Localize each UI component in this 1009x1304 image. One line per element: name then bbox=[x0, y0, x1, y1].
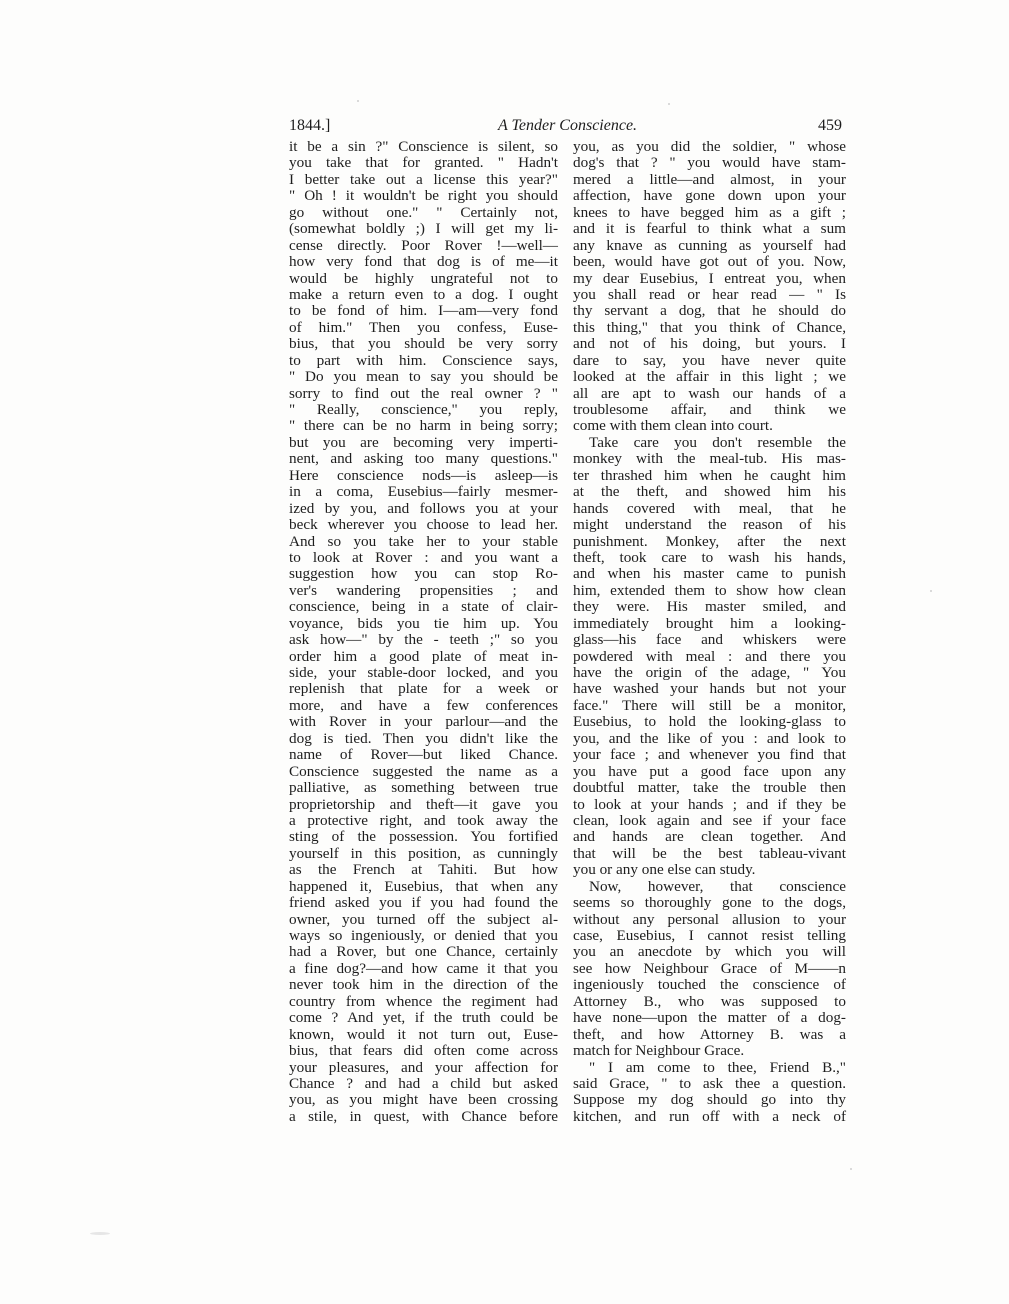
text-line: your face ; and whenever you find that bbox=[573, 746, 846, 764]
text-line: happened it, Eusebius, that when any bbox=[289, 877, 558, 895]
text-line: Take care you don't resemble the bbox=[589, 433, 846, 451]
text-line: " I am come to thee, Friend B.," bbox=[589, 1058, 846, 1076]
text-line: proprietorship and theft—it gave you bbox=[289, 795, 558, 813]
paper-speck bbox=[90, 1232, 110, 1235]
text-line: come ? And yet, if the truth could be bbox=[289, 1009, 558, 1027]
text-line: name of Rover—but liked Chance. bbox=[289, 746, 558, 764]
text-line: at the theft, and showed him his bbox=[573, 483, 846, 501]
text-line: Chance ? and had a child but asked bbox=[289, 1074, 558, 1092]
text-line: sting of the possession. You fortified bbox=[289, 828, 558, 846]
text-line: immediately brought him a looking- bbox=[573, 614, 846, 632]
text-line: bius, that you should be very sorry bbox=[289, 335, 558, 353]
text-line: and when his master came to punish bbox=[573, 565, 846, 583]
text-line: glass—his face and whiskers were bbox=[573, 631, 846, 649]
left-text-column bbox=[289, 139, 558, 1125]
text-line: come with them clean into court. bbox=[573, 417, 773, 435]
text-line: without any personal allusion to your bbox=[573, 910, 846, 928]
text-line: your pleasures, and your affection for bbox=[289, 1058, 558, 1076]
text-line: you shall read or hear read — " Is bbox=[573, 285, 846, 303]
text-line: theft, and how Attorney B. was a bbox=[573, 1025, 846, 1043]
running-header bbox=[289, 115, 846, 137]
text-line: I better take out a license this year?" bbox=[289, 170, 558, 188]
text-line: ver's wandering propensities ; and bbox=[289, 581, 558, 599]
text-line: powdered with meal : and there you bbox=[573, 647, 846, 665]
text-line: dog's that ? " you would have stam- bbox=[573, 154, 846, 172]
text-line: ingeniously touched the conscience of bbox=[573, 976, 846, 994]
text-line: face." There will still be a monitor, bbox=[573, 696, 846, 714]
text-line: might understand the reason of his bbox=[573, 516, 846, 534]
text-line: (somewhat boldly ;) I will get my li- bbox=[289, 220, 558, 238]
text-line: " Really, conscience," you reply, bbox=[289, 401, 558, 418]
text-line: bius, that fears did often come across bbox=[289, 1042, 558, 1060]
text-line: replenish that plate for a week or bbox=[289, 680, 558, 698]
text-line: they were. His master smiled, and bbox=[573, 598, 846, 616]
text-line: my dear Eusebius, I entreat you, when bbox=[573, 269, 846, 287]
paper-speck bbox=[668, 103, 670, 105]
right-text-column bbox=[573, 139, 846, 1125]
text-line: of him." Then you confess, Euse- bbox=[289, 318, 558, 336]
text-line: you take that for granted. " Hadn't bbox=[289, 154, 558, 172]
text-line: punishment. Monkey, after the next bbox=[573, 532, 846, 550]
text-line: side, your stable-door locked, and you bbox=[289, 664, 558, 681]
text-line: been, would have got out of you. Now, bbox=[573, 253, 846, 271]
text-line: you, and the like of you : and look to bbox=[573, 729, 846, 747]
text-line: known, would it not turn out, Euse- bbox=[289, 1025, 558, 1043]
text-line: monkey with the meal-tub. His mas- bbox=[573, 450, 846, 468]
text-line: you, as you did the soldier, " whose bbox=[573, 138, 846, 155]
text-line: dare to say, you have never quite bbox=[573, 351, 846, 369]
text-line: said Grace, " to ask thee a question. bbox=[573, 1074, 846, 1092]
text-line: affection, have gone down upon your bbox=[573, 187, 846, 205]
text-line: as the French at Tahiti. But how bbox=[289, 861, 558, 879]
text-line: and not of his doing, but yours. I bbox=[573, 335, 846, 353]
text-line: this thing," that you think of Chance, bbox=[573, 318, 846, 336]
text-line: more, and have a few conferences bbox=[289, 696, 558, 714]
text-line: you an anecdote by which you will bbox=[573, 943, 846, 961]
text-line: any knave as cunning as yourself had bbox=[573, 236, 846, 254]
text-line: had a Rover, but one Chance, certainly bbox=[289, 943, 558, 961]
text-line: voyance, bids you tie him up. You bbox=[289, 614, 558, 632]
text-line: beck wherever you choose to lead her. bbox=[289, 516, 558, 534]
text-line: him, extended them to show how clean bbox=[573, 581, 846, 599]
paper-speck bbox=[357, 100, 359, 102]
text-line: " Do you mean to say you should be bbox=[289, 368, 558, 386]
text-line: troublesome affair, and think we bbox=[573, 401, 846, 418]
text-line: seems so thoroughly gone to the dogs, bbox=[573, 894, 846, 912]
text-line: looked at the affair in this light ; we bbox=[573, 368, 846, 386]
text-line: a fine dog?—and how came it that you bbox=[289, 959, 558, 977]
text-line: Here conscience nods—is asleep—is bbox=[289, 466, 558, 484]
text-line: have none—upon the matter of a dog- bbox=[573, 1009, 846, 1027]
text-line: go without one." " Certainly not, bbox=[289, 203, 558, 221]
text-line: it be a sin ?" Conscience is silent, so bbox=[289, 138, 558, 155]
text-line: you have put a good face upon any bbox=[573, 762, 846, 780]
text-line: hands covered with meal, that he bbox=[573, 499, 846, 517]
text-line: friend asked you if you had found the bbox=[289, 894, 558, 912]
text-line: ways so ingeniously, or denied that you bbox=[289, 927, 558, 944]
text-line: to part with him. Conscience says, bbox=[289, 351, 558, 369]
text-line: in a coma, Eusebius—fairly mesmer- bbox=[289, 483, 558, 501]
text-line: how very fond that dog is of me—it bbox=[289, 253, 558, 271]
text-line: thy servant a dog, that he should do bbox=[573, 302, 846, 320]
text-line: theft, took care to wash his hands, bbox=[573, 548, 846, 566]
text-line: make a return even to a dog. I ought bbox=[289, 285, 558, 303]
text-line: and it is fearful to think what a sum bbox=[573, 220, 846, 238]
text-line: and hands are clean together. And bbox=[573, 828, 846, 846]
text-line: Eusebius, to hold the looking-glass to bbox=[573, 713, 846, 731]
header-year: 1844.] bbox=[289, 117, 331, 134]
text-line: conscience, being in a state of clair- bbox=[289, 598, 558, 616]
text-line: see how Neighbour Grace of M——n bbox=[573, 959, 846, 977]
paper-speck bbox=[930, 590, 932, 592]
text-line: a protective right, and took away the bbox=[289, 811, 558, 829]
text-line: Attorney B., who was supposed to bbox=[573, 992, 846, 1010]
text-line: never took him in the direction of the bbox=[289, 976, 558, 994]
text-line: " there can be no harm in being sorry; bbox=[289, 417, 558, 435]
text-line: " Oh ! it wouldn't be right you should bbox=[289, 187, 558, 205]
text-line: to be fond of him. I—am—very fond bbox=[289, 302, 558, 320]
text-line: Now, however, that conscience bbox=[589, 877, 846, 895]
text-line: a stile, in quest, with Chance before bbox=[289, 1107, 558, 1125]
text-line: have washed your hands but not your bbox=[573, 680, 846, 698]
text-line: And so you take her to your stable bbox=[289, 532, 558, 550]
text-line: kitchen, and run off with a neck of bbox=[573, 1107, 846, 1125]
text-line: palliative, as something between true bbox=[289, 779, 558, 797]
text-line: order him a good plate of meat in- bbox=[289, 647, 558, 665]
text-line: all are apt to wash our hands of a bbox=[573, 384, 846, 402]
text-line: ask how—" by the - teeth ;" so you bbox=[289, 631, 558, 649]
text-line: ized by you, and follows you at your bbox=[289, 499, 558, 517]
text-line: country from whence the regiment had bbox=[289, 992, 558, 1010]
text-line: knees to have begged him as a gift ; bbox=[573, 203, 846, 221]
text-line: ter thrashed him when he caught him bbox=[573, 466, 846, 484]
text-line: yourself in this position, as cunningly bbox=[289, 844, 558, 862]
text-line: you or any one else can study. bbox=[573, 861, 756, 879]
text-line: nent, and asking too many questions." bbox=[289, 450, 558, 468]
text-line: but you are becoming very imperti- bbox=[289, 433, 558, 451]
text-line: Suppose my dog should go into thy bbox=[573, 1091, 846, 1109]
text-line: owner, you turned off the subject al- bbox=[289, 910, 558, 928]
text-line: mered a little—and almost, in your bbox=[573, 170, 846, 188]
text-line: you, as you might have been crossing bbox=[289, 1091, 558, 1109]
text-line: to look at your hands ; and if they be bbox=[573, 795, 846, 813]
header-title: A Tender Conscience. bbox=[497, 117, 638, 134]
page-number: 459 bbox=[818, 117, 842, 134]
text-line: would be highly ungrateful not to bbox=[289, 269, 558, 287]
text-line: cense directly. Poor Rover !—well— bbox=[289, 236, 558, 254]
text-line: match for Neighbour Grace. bbox=[573, 1042, 745, 1060]
paper-speck bbox=[850, 1168, 852, 1170]
text-line: case, Eusebius, I cannot resist telling bbox=[573, 927, 846, 944]
text-line: Conscience suggested the name as a bbox=[289, 762, 558, 780]
text-line: have the origin of the adage, " You bbox=[573, 664, 846, 681]
text-line: clean, look again and see if your face bbox=[573, 811, 846, 829]
text-line: sorry to find out the real owner ? " bbox=[289, 384, 558, 402]
text-line: doubtful matter, take the trouble then bbox=[573, 779, 846, 797]
text-line: dog is tied. Then you didn't like the bbox=[289, 729, 558, 747]
text-line: that will be the best tableau-vivant bbox=[573, 844, 846, 862]
text-line: with Rover in your parlour—and the bbox=[289, 713, 558, 731]
text-line: to look at Rover : and you want a bbox=[289, 548, 558, 566]
text-line: suggestion how you can stop Ro- bbox=[289, 565, 558, 583]
